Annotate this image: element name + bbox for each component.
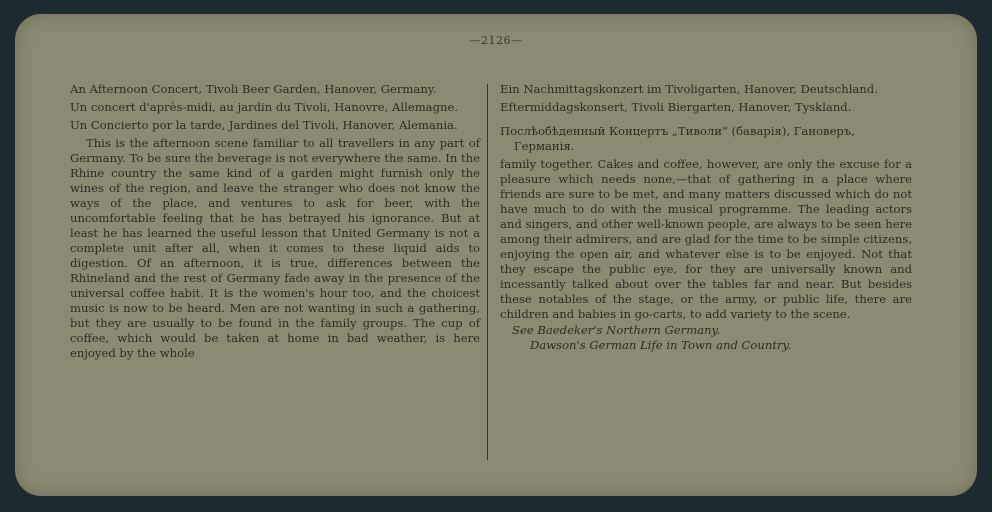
title-russian: Послѣобѣденный Концертъ „Тиволи“ (бавaрія), Гановеръ, Германія. (500, 124, 855, 153)
references (500, 323, 912, 353)
title-english: An Afternoon Concert, Tivoli Beer Garden, Hanover, Germany. (70, 82, 437, 96)
catalog-number: —2126— (469, 34, 523, 47)
left-column (70, 82, 480, 361)
column-divider (487, 84, 488, 460)
title-swedish: Eftermiddagskonsert, Tivoli Biergarten, Hanover, Tyskland. (500, 100, 852, 114)
description-part-1: This is the afternoon scene familiar to all travellers in any part of Germany. To be sure the beverage is not everywhere the same. In the Rhine country the same kind of a garden might furnish only the wines of the region, and leave the stranger who does not know the ways of the place, and ventures to ask for beer, with the uncomfortable feeling that he has betrayed his ignorance. But at least he has learned the useful lesson that United Germany is not a complete unit after all, when it comes to these liquid aids to digestion. Of an afternoon, it is true, differences between the Rhineland and the rest of Germany fade away in the presence of the universal coffee habit. It is the women's hour too, and the choicest music is now to be heard. Men are not wanting in such a gathering, but they are usually to be found in the family groups. The cup of coffee, which would be taken at home in bad weather, is here enjoyed by the whole (70, 136, 480, 360)
stereoview-card-back (15, 14, 977, 496)
title-spanish: Un Concierto por la tarde, Jardines del Tivoli, Hanover, Alemania. (70, 118, 458, 132)
title-french: Un concert d'après-midi, au jardin du Tivoli, Hanovre, Allemagne. (70, 100, 459, 114)
reference-baedeker: See Baedeker's Northern Germany. (512, 323, 721, 337)
reference-dawson: Dawson's German Life in Town and Country. (530, 338, 792, 352)
description-part-2: family together. Cakes and coffee, however, are only the excuse for a pleasure which needs none,—that of gathering in a place where friends are sure to be met, and many matters discussed which do not have much to do with the musical programme. The leading actors and singers, and other well-known people, are always to be seen here among their admirers, and are glad for the time to be simple citizens, enjoying the open air, and whatever else is to be enjoyed. Not that they escape the public eye, for they are universally known and incessantly talked about over the tables far and near. But besides these notables of the stage, or the army, or public life, there are children and babies in go-carts, to add variety to the scene. (500, 157, 912, 321)
title-german: Ein Nachmittagskonzert im Tivoligarten, Hanover, Deutschland. (500, 82, 878, 96)
right-column (500, 82, 912, 353)
